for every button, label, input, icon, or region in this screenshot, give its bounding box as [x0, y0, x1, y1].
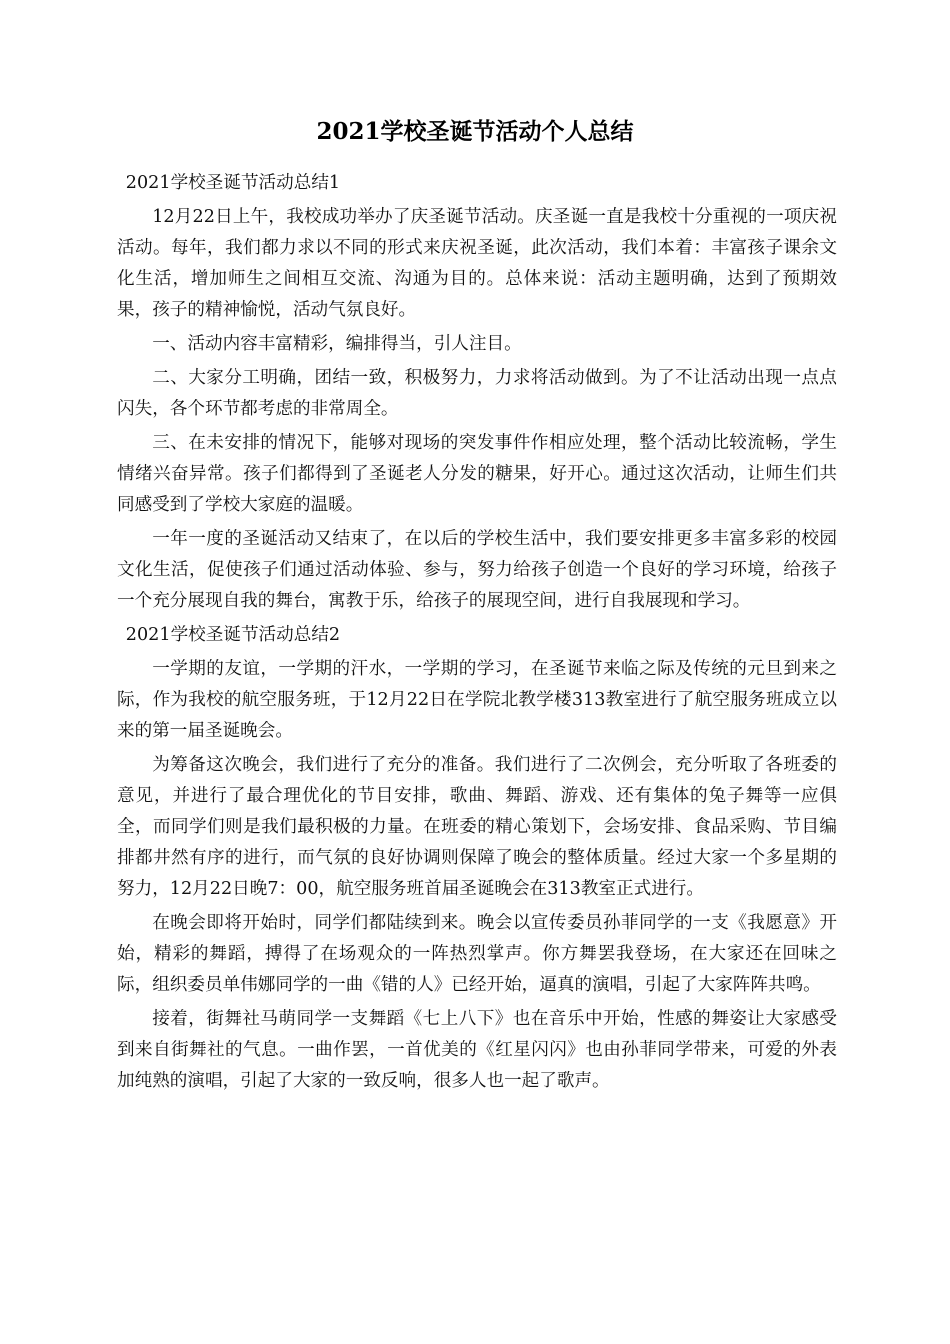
paragraph: 12月22日上午，我校成功举办了庆圣诞节活动。庆圣诞一直是我校十分重视的一项庆祝活动。每年，我们都力求以不同的形式来庆祝圣诞，此次活动，我们本着：丰富孩子课余文化生活，增加师生之间相互交流、沟通为目的。总体来说：活动主题明确，达到了预期效果，孩子的精神愉悦，活动气氛良好。: [117, 207, 837, 320]
paragraph: 一年一度的圣诞活动又结束了，在以后的学校生活中，我们要安排更多丰富多彩的校园文化生活，促使孩子们通过活动体验、参与，努力给孩子创造一个良好的学习环境，给孩子一个充分展现自我的舞台，寓教于乐，给孩子的展现空间，进行自我展现和学习。: [117, 529, 837, 611]
paragraph: 二、大家分工明确，团结一致，积极努力，力求将活动做到。为了不让活动出现一点点闪失，各个环节都考虑的非常周全。: [117, 368, 837, 419]
section-heading-1: 2021学校圣诞节活动总结1: [125, 173, 341, 193]
paragraph: 为筹备这次晚会，我们进行了充分的准备。我们进行了二次例会，充分听取了各班委的意见，并进行了最合理优化的节目安排，歌曲、舞蹈、游戏、还有集体的兔子舞等一应俱全，而同学们则是我们最积极的力量。在班委的精心策划下，会场安排、食品采购、节目编排都井然有序的进行，而气氛的良好协调则保障了晚会的整体质量。经过大家一个多星期的努力，12月22日晚7：00，航空服务班首届圣诞晚会在313教室正式进行。: [117, 755, 837, 899]
paragraph: 接着，街舞社马萌同学一支舞蹈《七上八下》也在音乐中开始，性感的舞姿让大家感受到来自街舞社的气息。一曲作罢，一首优美的《红星闪闪》也由孙菲同学带来，可爱的外表加纯熟的演唱，引起了大家的一致反响，很多人也一起了歌声。: [117, 1009, 837, 1091]
document-title: 2021学校圣诞节活动个人总结: [316, 118, 634, 145]
paragraph: 在晚会即将开始时，同学们都陆续到来。晚会以宣传委员孙菲同学的一支《我愿意》开始，精彩的舞蹈，搏得了在场观众的一阵热烈掌声。你方舞罢我登场，在大家还在回味之际，组织委员单伟娜同学的一曲《错的人》已经开始，逼真的演唱，引起了大家阵阵共鸣。: [117, 913, 837, 995]
paragraph: 一、活动内容丰富精彩，编排得当，引人注目。: [152, 334, 522, 354]
paragraph: 一学期的友谊，一学期的汗水，一学期的学习，在圣诞节来临之际及传统的元旦到来之际，作为我校的航空服务班，于12月22日在学院北教学楼313教室进行了航空服务班成立以来的第一届圣诞晚会。: [117, 659, 837, 741]
section-heading-2: 2021学校圣诞节活动总结2: [125, 625, 341, 645]
paragraph: 三、在未安排的情况下，能够对现场的突发事件作相应处理，整个活动比较流畅，学生情绪兴奋异常。孩子们都得到了圣诞老人分发的糖果，好开心。通过这次活动，让师生们共同感受到了学校大家庭的温暖。: [117, 433, 837, 515]
document-body: [117, 168, 837, 1100]
